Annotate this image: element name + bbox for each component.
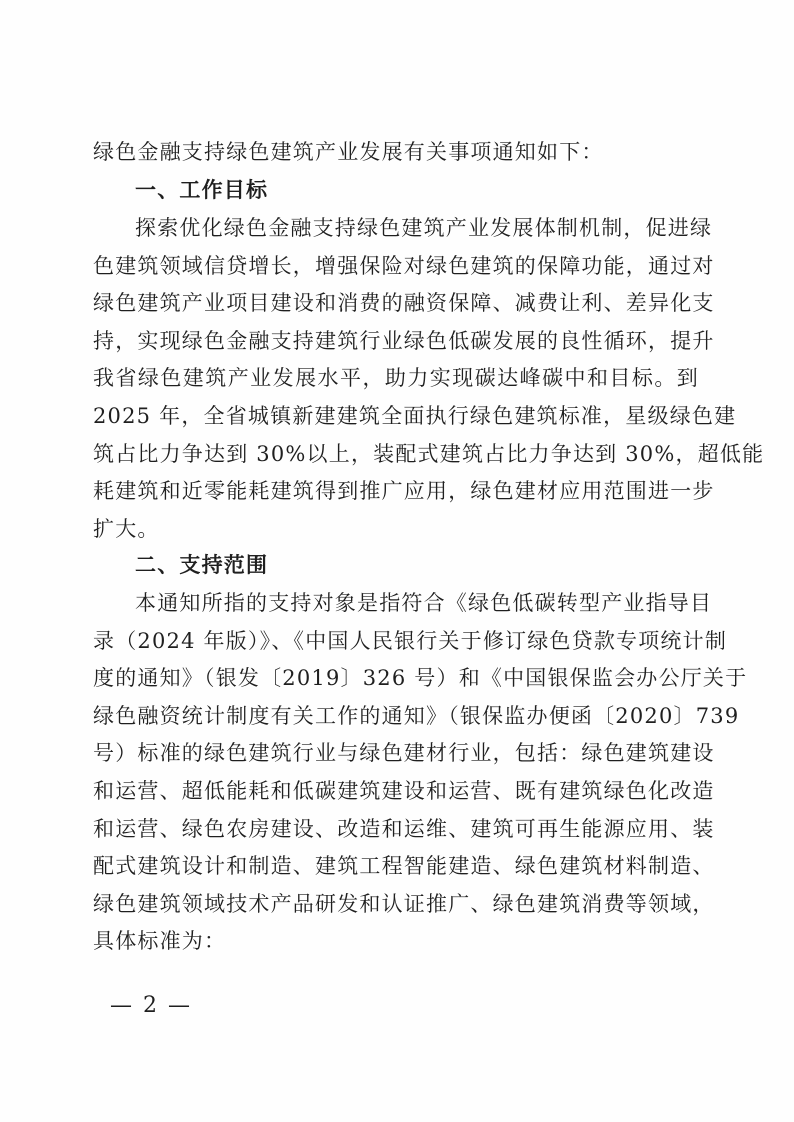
paragraph-line: 具体标准为： [93,929,227,954]
section-1-heading: 一、工作目标 [135,178,269,202]
section-2-paragraph [93,585,748,961]
paragraph-line: 筑占比力争达到 30%以上，装配式建筑占比力争达到 30%，超低能 [93,441,765,466]
paragraph-line: 和运营、超低能耗和低碳建筑建设和运营、既有建筑绿色化改造 [93,778,715,803]
paragraph-line: 绿色融资统计制度有关工作的通知》（银保监办便函〔2020〕739 [93,703,740,728]
lead-paragraph [93,134,699,172]
paragraph-line: 配式建筑设计和制造、建筑工程智能建造、绿色建筑材料制造、 [93,854,715,879]
section-2-heading: 二、支持范围 [135,553,269,577]
paragraph-line: 我省绿色建筑产业发展水平，助力实现碳达峰碳中和目标。到 [93,366,699,391]
paragraph-line: 耗建筑和近零能耗建筑得到推广应用，绿色建材应用范围进一步 [93,479,715,504]
paragraph-line: 和运营、绿色农房建设、改造和运维、建筑可再生能源应用、装 [93,816,715,841]
paragraph-line: 度的通知》（银发〔2019〕326 号）和《中国银保监会办公厅关于 [93,666,748,691]
paragraph-line: 扩大。 [93,516,160,541]
section-2-heading-block [93,547,699,585]
paragraph-line: 录（2024 年版）》、《中国人民银行关于修订绿色贷款专项统计制 [93,628,728,653]
paragraph-line: 色建筑领域信贷增长，增强保险对绿色建筑的保障功能，通过对 [93,253,715,278]
paragraph-line: 号）标准的绿色建筑行业与绿色建材行业，包括：绿色建筑建设 [93,741,715,766]
paragraph-line: 2025 年，全省城镇新建建筑全面执行绿色建筑标准，星级绿色建 [93,403,737,428]
paragraph-line: 持，实现绿色金融支持建筑行业绿色低碳发展的良性循环，提升 [93,328,715,353]
lead-line: 绿色金融支持绿色建筑产业发展有关事项通知如下： [93,140,604,164]
paragraph-line: 探索优化绿色金融支持绿色建筑产业发展体制机制，促进绿 [135,216,713,240]
paragraph-line: 绿色建筑产业项目建设和消费的融资保障、减费让利、差异化支 [93,291,715,316]
paragraph-line: 绿色建筑领域技术产品研发和认证推广、绿色建筑消费等领域， [93,891,715,916]
section-1-heading-block [93,172,699,210]
section-1-paragraph [93,210,765,548]
page-number: — 2 — [110,993,192,1018]
paragraph-line: 本通知所指的支持对象是指符合《绿色低碳转型产业指导目 [135,591,713,615]
